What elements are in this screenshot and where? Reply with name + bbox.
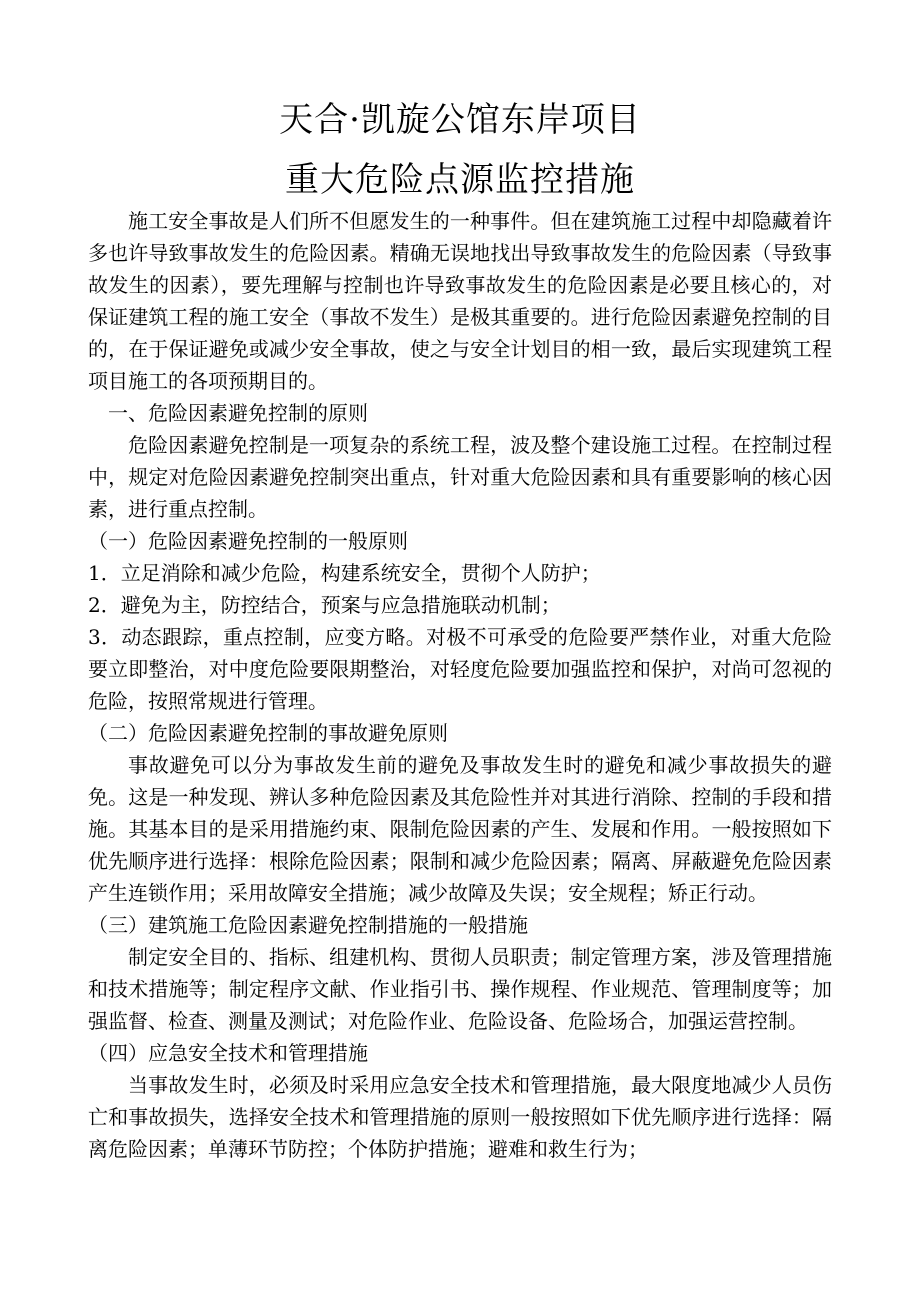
document-body [88,205,832,1165]
subsection-heading-general-measures: （三）建筑施工危险因素避免控制措施的一般措施 [88,913,528,937]
subsection-paragraph-emergency-measures: 当事故发生时，必须及时采用应急安全技术和管理措施，最大限度地减少人员伤亡和事故损失，选择安全技术和管理措施的原则一般按照如下优先顺序进行选择：隔离危险因素；单薄环节防控；个体防护措施；避难和救生行为； [88,1073,832,1161]
subsection-paragraph-general-measures: 制定安全目的、指标、组建机构、贯彻人员职责；制定管理方案，涉及管理措施和技术措施等；制定程序文献、作业指引书、操作规程、作业规范、管理制度等；加强监督、检查、测量及测试；对危险作业、危险设备、危险场合，加强运营控制。 [88,945,832,1033]
subsection-paragraph-accident-avoidance: 事故避免可以分为事故发生前的避免及事故发生时的避免和减少事故损失的避免。这是一种发现、辨认多种危险因素及其危险性并对其进行消除、控制的手段和措施。其基本目的是采用措施约束、限制危险因素的产生、发展和作用。一般按照如下优先顺序进行选择：根除危险因素；限制和减少危险因素；隔离、屏蔽避免危险因素产生连锁作用；采用故障安全措施；减少故障及失误；安全规程；矫正行动。 [88,753,832,905]
subsection-heading-emergency-measures: （四）应急安全技术和管理措施 [88,1041,368,1065]
section-heading-principles: 一、危险因素避免控制的原则 [108,401,368,425]
document-title: 天合·凯旋公馆东岸项目 [279,100,641,140]
list-item: 2．避免为主，防控结合，预案与应急措施联动机制； [88,593,561,617]
intro-paragraph: 施工安全事故是人们所不但愿发生的一种事件。但在建筑施工过程中却隐藏着许多也许导致事故发生的危险因素。精确无误地找出导致事故发生的危险因素（导致事故发生的因素），要先理解与控制也许导致事故发生的危险因素是必要且核心的，对保证建筑工程的施工安全（事故不发生）是极其重要的。进行危险因素避免控制的目的，在于保证避免或减少安全事故，使之与安全计划目的相一致，最后实现建筑工程项目施工的各项预期目的。 [88,209,832,393]
section-paragraph-principles: 危险因素避免控制是一项复杂的系统工程，波及整个建设施工过程。在控制过程中，规定对危险因素避免控制突出重点，针对重大危险因素和具有重要影响的核心因素，进行重点控制。 [88,433,832,521]
subsection-heading-general-principles: （一）危险因素避免控制的一般原则 [88,529,408,553]
subsection-heading-accident-avoidance: （二）危险因素避免控制的事故避免原则 [88,721,448,745]
list-item: 1．立足消除和减少危险，构建系统安全，贯彻个人防护； [88,561,601,585]
list-item: 3．动态跟踪，重点控制，应变方略。对极不可承受的危险要严禁作业，对重大危险要立即整治，对中度危险要限期整治，对轻度危险要加强监控和保护，对尚可忽视的危险，按照常规进行管理。 [88,625,832,713]
document-subtitle: 重大危险点源监控措施 [285,160,635,200]
